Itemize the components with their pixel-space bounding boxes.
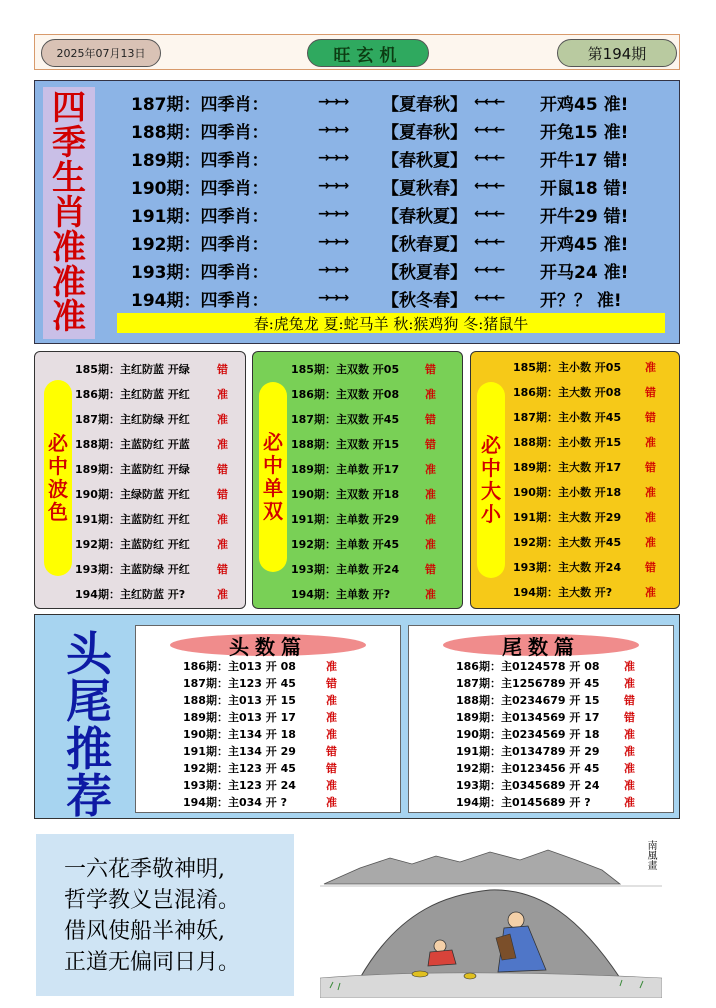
row-mark: 错 <box>425 437 436 451</box>
row-mark: 准 <box>425 487 436 501</box>
list-item <box>456 793 635 810</box>
head-number-list <box>183 657 337 810</box>
list-item <box>513 529 656 554</box>
season-zodiac-section <box>34 80 680 344</box>
list-item <box>291 356 436 381</box>
row-mark: 错 <box>645 460 656 474</box>
list-item <box>183 759 337 776</box>
list-item <box>75 581 228 606</box>
list-item <box>513 479 656 504</box>
head-number-heading: 头数篇 <box>170 634 366 656</box>
row-mark: 错 <box>326 676 337 690</box>
big-small-panel <box>470 351 680 609</box>
label-char: 色 <box>48 500 68 524</box>
row-mark: 准 <box>645 435 656 449</box>
season-result: 【春秋夏】 <box>382 206 467 227</box>
arrow-left-icon: ←←← <box>474 122 504 138</box>
row-text: 192期：主蓝防红 开红 <box>75 537 190 551</box>
row-text: 186期：主红防蓝 开红 <box>75 387 190 401</box>
row-text: 188期：主双数 开15 <box>291 437 400 451</box>
row-mark: 错 <box>217 487 228 501</box>
row-text: 192期：主单数 开45 <box>291 537 400 551</box>
poem-lines <box>64 854 240 978</box>
tail-number-box <box>408 625 674 813</box>
poem-box <box>36 834 294 996</box>
page-title: 旺玄机 <box>307 39 429 67</box>
label-char: 准 <box>52 297 86 338</box>
season-result: 【春秋夏】 <box>382 150 467 171</box>
row-text: 187期：主123 开 45 <box>183 676 296 690</box>
list-item <box>513 579 656 604</box>
arrow-right-icon: →→→ <box>318 290 348 306</box>
row-text: 186期：主013 开 08 <box>183 659 296 673</box>
poem-line: 哲学教义岂混淆。 <box>64 888 241 913</box>
list-item <box>131 256 671 284</box>
row-text: 187期：主1256789 开 45 <box>456 676 600 690</box>
row-text: 193期：主0345689 开 24 <box>456 778 600 792</box>
list-item <box>131 88 671 116</box>
arrow-left-icon: ←←← <box>474 234 504 250</box>
poem-line: 一六花季敬神明, <box>64 857 225 882</box>
list-item <box>183 776 337 793</box>
season-result: 【秋冬春】 <box>382 290 467 311</box>
label-char: 中 <box>481 456 501 480</box>
row-mark: 错 <box>425 362 436 376</box>
row-mark: 错 <box>217 462 228 476</box>
wave-color-list <box>75 356 228 606</box>
period-label: 190期：四季肖： <box>131 178 269 199</box>
big-small-list <box>513 354 656 604</box>
arrow-left-icon: ←←← <box>474 94 504 110</box>
label-char: 准 <box>52 227 86 268</box>
label-char: 双 <box>263 499 283 523</box>
label-char: 必 <box>48 431 68 455</box>
period-label: 194期：四季肖： <box>131 290 269 311</box>
row-text: 192期：主0123456 开 45 <box>456 761 600 775</box>
list-item <box>456 657 635 674</box>
row-text: 192期：主123 开 45 <box>183 761 296 775</box>
arrow-left-icon: ←←← <box>474 206 504 222</box>
arrow-right-icon: →→→ <box>318 206 348 222</box>
row-text: 190期：主小数 开18 <box>513 485 622 499</box>
title-char: 荐 <box>66 769 112 824</box>
row-text: 186期：主双数 开08 <box>291 387 400 401</box>
row-text: 187期：主红防绿 开红 <box>75 412 190 426</box>
row-text: 187期：主双数 开45 <box>291 412 400 426</box>
row-mark: 准 <box>217 587 228 601</box>
period-label: 189期：四季肖： <box>131 150 269 171</box>
list-item <box>75 356 228 381</box>
label-char: 准 <box>52 262 86 303</box>
head-tail-section <box>34 614 680 824</box>
title-char: 推 <box>66 721 112 776</box>
row-mark: 准 <box>217 412 228 426</box>
season-zodiac-list <box>131 88 671 312</box>
list-item <box>291 581 436 606</box>
row-text: 194期：主大数 开? <box>513 585 613 599</box>
list-item <box>131 144 671 172</box>
label-char: 小 <box>481 502 501 526</box>
row-text: 193期：主大数 开24 <box>513 560 622 574</box>
label-char: 波 <box>48 477 68 501</box>
arrow-left-icon: ←←← <box>474 262 504 278</box>
row-mark: 准 <box>425 537 436 551</box>
list-item <box>513 354 656 379</box>
arrow-right-icon: →→→ <box>318 234 348 250</box>
list-item <box>131 200 671 228</box>
row-text: 190期：主134 开 18 <box>183 727 296 741</box>
row-mark: 错 <box>326 761 337 775</box>
arrow-left-icon: ←←← <box>474 150 504 166</box>
row-text: 188期：主蓝防红 开蓝 <box>75 437 190 451</box>
odd-even-panel <box>252 351 463 609</box>
arrow-right-icon: →→→ <box>318 178 348 194</box>
list-item <box>456 759 635 776</box>
open-result: 开兔15 准! <box>540 122 629 143</box>
arrow-right-icon: →→→ <box>318 122 348 138</box>
list-item <box>75 456 228 481</box>
list-item <box>456 708 635 725</box>
list-item <box>513 404 656 429</box>
list-item <box>291 431 436 456</box>
arrow-right-icon: →→→ <box>318 262 348 278</box>
open-result: 开鼠18 错! <box>540 178 629 199</box>
season-zodiac-label <box>43 87 95 339</box>
list-item <box>291 506 436 531</box>
row-text: 193期：主单数 开24 <box>291 562 400 576</box>
list-item <box>456 776 635 793</box>
open-result: 开鸡45 准! <box>540 94 629 115</box>
label-char: 肖 <box>52 192 86 233</box>
row-mark: 准 <box>425 512 436 526</box>
label-char: 中 <box>263 453 283 477</box>
row-mark: 准 <box>624 761 635 775</box>
row-mark: 准 <box>217 437 228 451</box>
list-item <box>291 481 436 506</box>
odd-even-list <box>291 356 436 606</box>
row-mark: 准 <box>645 360 656 374</box>
row-mark: 准 <box>645 485 656 499</box>
row-mark: 准 <box>624 676 635 690</box>
row-mark: 错 <box>425 412 436 426</box>
row-text: 189期：主蓝防红 开绿 <box>75 462 190 476</box>
wave-color-label <box>44 380 72 576</box>
period-label: 193期：四季肖： <box>131 262 269 283</box>
season-result: 【夏春秋】 <box>382 122 467 143</box>
row-mark: 准 <box>624 659 635 673</box>
list-item <box>183 725 337 742</box>
row-text: 194期：主0145689 开 ? <box>456 795 591 809</box>
row-text: 194期：主034 开 ? <box>183 795 287 809</box>
open-result: 开牛29 错! <box>540 206 629 227</box>
row-mark: 准 <box>645 510 656 524</box>
period-label: 188期：四季肖： <box>131 122 269 143</box>
tail-number-heading: 尾数篇 <box>443 634 639 656</box>
row-text: 194期：主红防蓝 开? <box>75 587 186 601</box>
head-tail-title <box>49 627 129 824</box>
header-bar <box>34 34 680 70</box>
row-mark: 准 <box>326 795 337 809</box>
row-text: 194期：主单数 开? <box>291 587 391 601</box>
row-mark: 准 <box>645 535 656 549</box>
row-text: 188期：主小数 开15 <box>513 435 622 449</box>
row-text: 185期：主双数 开05 <box>291 362 400 376</box>
row-mark: 准 <box>326 659 337 673</box>
title-char: 尾 <box>66 674 112 729</box>
list-item <box>75 531 228 556</box>
row-mark: 准 <box>425 462 436 476</box>
row-text: 189期：主0134569 开 17 <box>456 710 600 724</box>
arrow-right-icon: →→→ <box>318 150 348 166</box>
row-text: 193期：主123 开 24 <box>183 778 296 792</box>
row-text: 191期：主单数 开29 <box>291 512 400 526</box>
list-item <box>75 381 228 406</box>
row-text: 191期：主0134789 开 29 <box>456 744 600 758</box>
row-mark: 准 <box>217 512 228 526</box>
wave-color-panel <box>34 351 246 609</box>
list-item <box>75 406 228 431</box>
row-mark: 准 <box>425 587 436 601</box>
list-item <box>513 554 656 579</box>
open-result: 开？？ 准! <box>540 290 622 311</box>
list-item <box>456 725 635 742</box>
open-result: 开鸡45 准! <box>540 234 629 255</box>
row-mark: 准 <box>326 710 337 724</box>
row-text: 189期：主单数 开17 <box>291 462 400 476</box>
row-mark: 准 <box>624 795 635 809</box>
label-char: 生 <box>52 158 86 199</box>
list-item <box>456 742 635 759</box>
row-text: 193期：主蓝防绿 开红 <box>75 562 190 576</box>
season-result: 【秋春夏】 <box>382 234 467 255</box>
list-item <box>131 228 671 256</box>
open-result: 开马24 准! <box>540 262 629 283</box>
list-item <box>75 481 228 506</box>
row-text: 188期：主0234679 开 15 <box>456 693 600 707</box>
row-mark: 错 <box>425 562 436 576</box>
issue-badge: 第194期 <box>557 39 677 67</box>
row-mark: 错 <box>326 744 337 758</box>
row-mark: 准 <box>425 387 436 401</box>
open-result: 开牛17 错! <box>540 150 629 171</box>
period-label: 191期：四季肖： <box>131 206 269 227</box>
row-text: 191期：主大数 开29 <box>513 510 622 524</box>
arrow-right-icon: →→→ <box>318 94 348 110</box>
row-text: 186期：主大数 开08 <box>513 385 622 399</box>
row-mark: 错 <box>624 710 635 724</box>
list-item <box>513 379 656 404</box>
row-text: 188期：主013 开 15 <box>183 693 296 707</box>
poem-line: 正道无偏同日月。 <box>64 950 241 975</box>
list-item <box>513 429 656 454</box>
title-char: 头 <box>66 627 112 681</box>
date-badge: 2025年07月13日 <box>41 39 161 67</box>
row-mark: 错 <box>217 562 228 576</box>
list-item <box>291 381 436 406</box>
label-char: 必 <box>263 430 283 454</box>
season-result: 【夏春秋】 <box>382 94 467 115</box>
row-text: 185期：主小数 开05 <box>513 360 622 374</box>
label-char: 中 <box>48 454 68 478</box>
row-text: 187期：主小数 开45 <box>513 410 622 424</box>
list-item <box>291 406 436 431</box>
season-legend: 春:虎兔龙 夏:蛇马羊 秋:猴鸡狗 冬:猪鼠牛 <box>117 313 665 333</box>
tail-number-list <box>456 657 635 810</box>
row-mark: 准 <box>645 585 656 599</box>
row-mark: 错 <box>645 560 656 574</box>
list-item <box>183 742 337 759</box>
row-text: 191期：主蓝防红 开红 <box>75 512 190 526</box>
list-item <box>131 116 671 144</box>
list-item <box>291 456 436 481</box>
list-item <box>456 674 635 691</box>
arrow-left-icon: ←←← <box>474 290 504 306</box>
list-item <box>291 531 436 556</box>
list-item <box>75 431 228 456</box>
row-mark: 错 <box>645 410 656 424</box>
row-mark: 准 <box>217 537 228 551</box>
list-item <box>183 674 337 691</box>
head-number-box <box>135 625 401 813</box>
row-mark: 错 <box>217 362 228 376</box>
row-mark: 错 <box>624 693 635 707</box>
row-text: 191期：主134 开 29 <box>183 744 296 758</box>
row-text: 190期：主绿防蓝 开红 <box>75 487 190 501</box>
list-item <box>183 657 337 674</box>
period-label: 187期：四季肖： <box>131 94 269 115</box>
list-item <box>183 691 337 708</box>
label-char: 季 <box>52 123 86 164</box>
list-item <box>513 504 656 529</box>
row-mark: 准 <box>624 744 635 758</box>
list-item <box>75 556 228 581</box>
period-label: 192期：四季肖： <box>131 234 269 255</box>
label-char: 必 <box>481 433 501 457</box>
landscape-illustration <box>320 838 662 998</box>
row-mark: 准 <box>326 727 337 741</box>
row-text: 192期：主大数 开45 <box>513 535 622 549</box>
list-item <box>131 172 671 200</box>
arrow-left-icon: ←←← <box>474 178 504 194</box>
illustration <box>320 838 662 998</box>
list-item <box>131 284 671 312</box>
illustration-caption: 南風畫 <box>645 840 656 870</box>
list-item <box>456 691 635 708</box>
row-mark: 准 <box>326 693 337 707</box>
row-text: 189期：主013 开 17 <box>183 710 296 724</box>
row-text: 190期：主双数 开18 <box>291 487 400 501</box>
big-small-label <box>477 382 505 578</box>
row-text: 189期：主大数 开17 <box>513 460 622 474</box>
list-item <box>291 556 436 581</box>
label-char: 四 <box>52 88 86 129</box>
season-result: 【夏秋春】 <box>382 178 467 199</box>
list-item <box>513 454 656 479</box>
label-char: 单 <box>263 476 283 500</box>
row-text: 185期：主红防蓝 开绿 <box>75 362 190 376</box>
row-mark: 准 <box>624 727 635 741</box>
season-result: 【秋夏春】 <box>382 262 467 283</box>
row-mark: 错 <box>645 385 656 399</box>
row-text: 190期：主0234569 开 18 <box>456 727 600 741</box>
poem-line: 借风使船半神妖, <box>64 919 225 944</box>
odd-even-label <box>259 382 287 572</box>
list-item <box>75 506 228 531</box>
row-text: 186期：主0124578 开 08 <box>456 659 600 673</box>
list-item <box>183 708 337 725</box>
row-mark: 准 <box>326 778 337 792</box>
row-mark: 准 <box>217 387 228 401</box>
list-item <box>183 793 337 810</box>
label-char: 大 <box>481 479 501 503</box>
row-mark: 准 <box>624 778 635 792</box>
